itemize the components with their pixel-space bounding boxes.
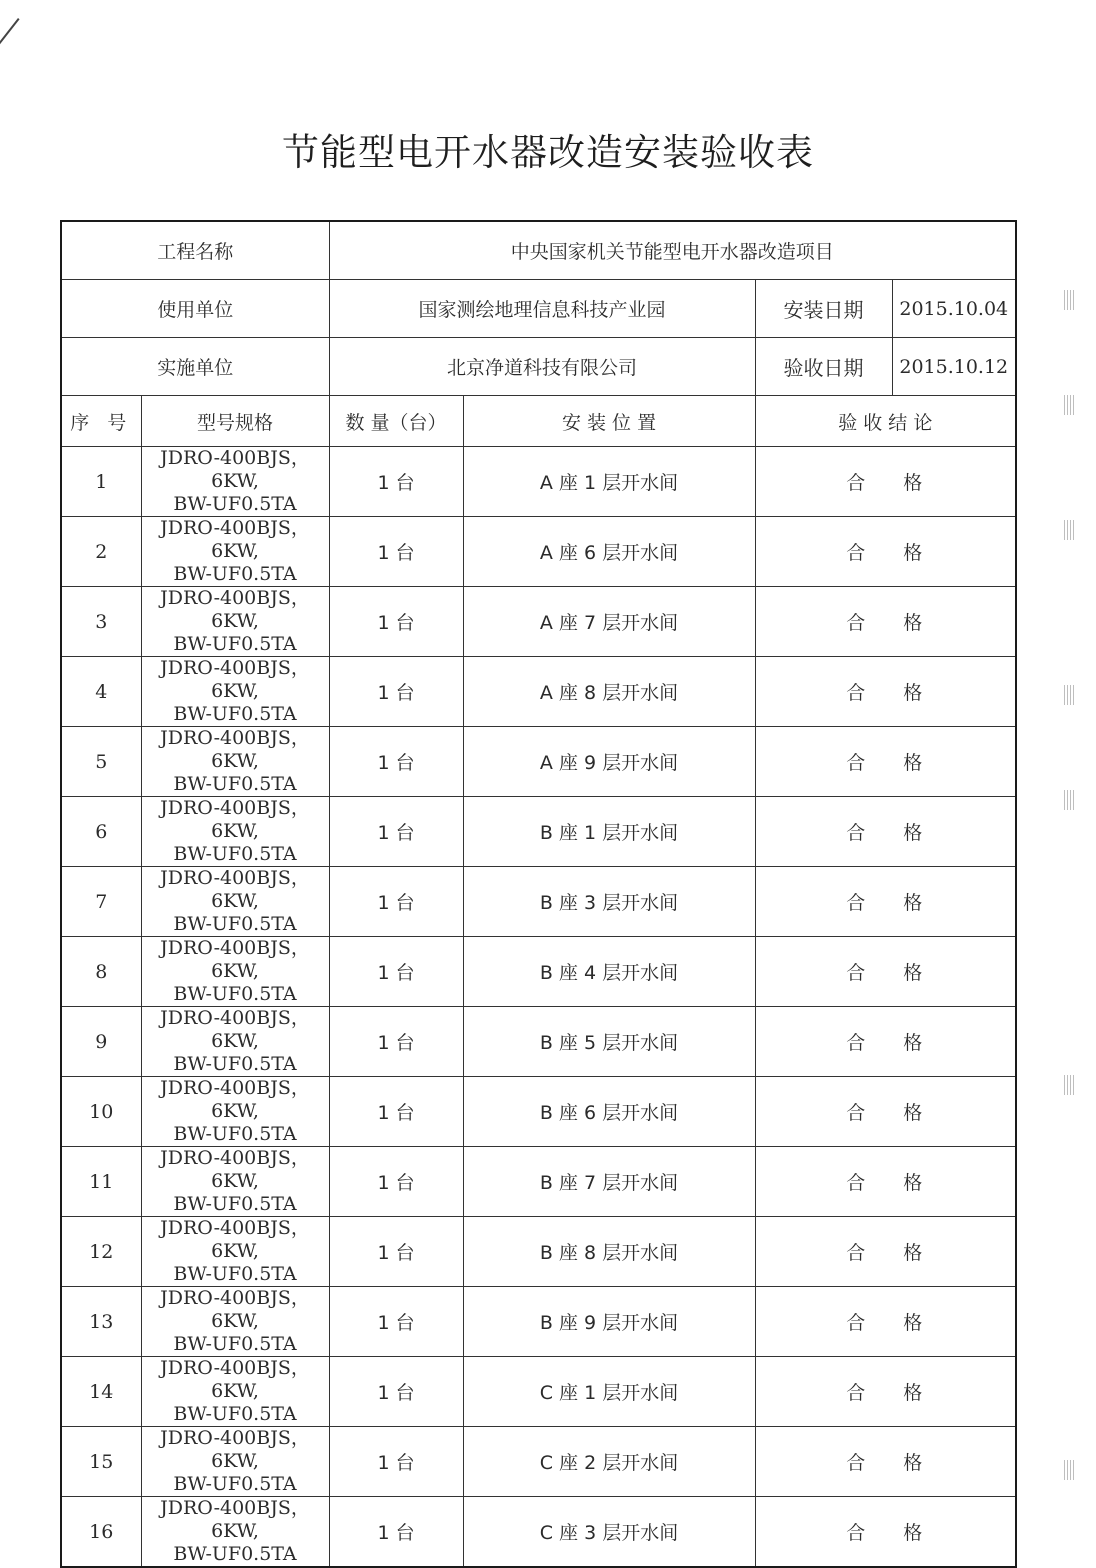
row-model xyxy=(141,447,329,517)
row-model-line2: BW-UF0.5TA xyxy=(173,1473,297,1495)
row-model-line1: JDRO-400BJS，6KW, xyxy=(160,1007,310,1052)
row-location: A 座 9 层开水间 xyxy=(463,727,755,797)
row-qty: 1 台 xyxy=(329,1217,463,1287)
contractor-row xyxy=(61,338,1016,396)
row-model-line1: JDRO-400BJS，6KW, xyxy=(160,517,310,562)
row-model-line2: BW-UF0.5TA xyxy=(173,1053,297,1075)
row-result: 合格 xyxy=(755,1287,1016,1357)
row-model-line2: BW-UF0.5TA xyxy=(173,1543,297,1565)
table-row xyxy=(61,587,1016,657)
row-location: C 座 2 层开水间 xyxy=(463,1427,755,1497)
row-model xyxy=(141,867,329,937)
row-qty: 1 台 xyxy=(329,447,463,517)
row-model-line1: JDRO-400BJS，6KW, xyxy=(160,1077,310,1122)
row-qty: 1 台 xyxy=(329,727,463,797)
row-model-line2: BW-UF0.5TA xyxy=(173,843,297,865)
table-row xyxy=(61,727,1016,797)
row-seq: 9 xyxy=(61,1007,141,1077)
row-result: 合格 xyxy=(755,1077,1016,1147)
row-location: B 座 8 层开水间 xyxy=(463,1217,755,1287)
row-seq: 14 xyxy=(61,1357,141,1427)
row-location: C 座 3 层开水间 xyxy=(463,1497,755,1568)
row-location: A 座 8 层开水间 xyxy=(463,657,755,727)
project-value: 中央国家机关节能型电开水器改造项目 xyxy=(329,221,1016,280)
row-model-line1: JDRO-400BJS，6KW, xyxy=(160,1357,310,1402)
row-model-line1: JDRO-400BJS，6KW, xyxy=(160,447,310,492)
row-location: B 座 5 层开水间 xyxy=(463,1007,755,1077)
row-location: A 座 6 层开水间 xyxy=(463,517,755,587)
row-model xyxy=(141,587,329,657)
row-model-line1: JDRO-400BJS，6KW, xyxy=(160,1287,310,1332)
row-qty: 1 台 xyxy=(329,867,463,937)
row-location: B 座 4 层开水间 xyxy=(463,937,755,1007)
table-row xyxy=(61,657,1016,727)
row-model xyxy=(141,1497,329,1568)
row-model-line1: JDRO-400BJS，6KW, xyxy=(160,587,310,632)
col-header-qty: 数 量（台） xyxy=(329,396,463,447)
row-seq: 4 xyxy=(61,657,141,727)
col-header-result: 验 收 结 论 xyxy=(755,396,1016,447)
row-model-line2: BW-UF0.5TA xyxy=(173,1403,297,1425)
row-seq: 15 xyxy=(61,1427,141,1497)
row-seq: 13 xyxy=(61,1287,141,1357)
table-row xyxy=(61,1427,1016,1497)
row-model-line2: BW-UF0.5TA xyxy=(173,703,297,725)
scan-edge-mark xyxy=(1064,290,1074,310)
row-model-line2: BW-UF0.5TA xyxy=(173,633,297,655)
row-qty: 1 台 xyxy=(329,1287,463,1357)
row-location: B 座 7 层开水间 xyxy=(463,1147,755,1217)
accept-date-value: 2015.10.12 xyxy=(899,355,1009,378)
row-result: 合格 xyxy=(755,1217,1016,1287)
row-qty: 1 台 xyxy=(329,517,463,587)
row-model-line1: JDRO-400BJS，6KW, xyxy=(160,1217,310,1262)
row-seq: 7 xyxy=(61,867,141,937)
table-row xyxy=(61,1497,1016,1568)
row-seq: 11 xyxy=(61,1147,141,1217)
row-result: 合格 xyxy=(755,447,1016,517)
row-location: B 座 6 层开水间 xyxy=(463,1077,755,1147)
table-row xyxy=(61,1007,1016,1077)
row-result: 合格 xyxy=(755,587,1016,657)
scan-edge-mark xyxy=(1064,520,1074,540)
row-model-line2: BW-UF0.5TA xyxy=(173,913,297,935)
row-model xyxy=(141,937,329,1007)
accept-date-label: 验收日期 xyxy=(756,338,893,395)
row-location: B 座 3 层开水间 xyxy=(463,867,755,937)
row-result: 合格 xyxy=(755,937,1016,1007)
row-location: B 座 1 层开水间 xyxy=(463,797,755,867)
row-model-line1: JDRO-400BJS，6KW, xyxy=(160,1427,310,1472)
row-qty: 1 台 xyxy=(329,587,463,657)
scan-edge-mark xyxy=(1064,1075,1074,1095)
row-qty: 1 台 xyxy=(329,1077,463,1147)
table-row xyxy=(61,797,1016,867)
page-title: 节能型电开水器改造安装验收表 xyxy=(282,131,814,174)
row-qty: 1 台 xyxy=(329,937,463,1007)
row-model xyxy=(141,797,329,867)
row-model-line1: JDRO-400BJS，6KW, xyxy=(160,1147,310,1192)
row-result: 合格 xyxy=(755,657,1016,727)
row-location: C 座 1 层开水间 xyxy=(463,1357,755,1427)
row-model xyxy=(141,657,329,727)
row-seq: 1 xyxy=(61,447,141,517)
scan-edge-mark xyxy=(1064,790,1074,810)
row-model-line1: JDRO-400BJS，6KW, xyxy=(160,867,310,912)
row-model-line2: BW-UF0.5TA xyxy=(173,563,297,585)
row-model xyxy=(141,1357,329,1427)
col-header-model: 型号规格 xyxy=(141,396,329,447)
row-model-line2: BW-UF0.5TA xyxy=(173,983,297,1005)
project-label: 工程名称 xyxy=(61,221,329,280)
row-location: A 座 1 层开水间 xyxy=(463,447,755,517)
scan-edge-mark xyxy=(1064,685,1074,705)
contractor-label: 实施单位 xyxy=(61,338,329,396)
row-model xyxy=(141,1007,329,1077)
row-result: 合格 xyxy=(755,1007,1016,1077)
row-model xyxy=(141,1077,329,1147)
install-date-label: 安装日期 xyxy=(756,280,893,337)
row-result: 合格 xyxy=(755,1497,1016,1568)
table-row xyxy=(61,517,1016,587)
row-result: 合格 xyxy=(755,1147,1016,1217)
table-row xyxy=(61,1357,1016,1427)
row-model-line1: JDRO-400BJS，6KW, xyxy=(160,797,310,842)
install-date-cell xyxy=(755,280,1016,338)
row-model-line2: BW-UF0.5TA xyxy=(173,1263,297,1285)
row-seq: 5 xyxy=(61,727,141,797)
row-seq: 10 xyxy=(61,1077,141,1147)
table-row xyxy=(61,1217,1016,1287)
staple-mark xyxy=(0,18,20,68)
row-model xyxy=(141,517,329,587)
row-seq: 16 xyxy=(61,1497,141,1568)
row-result: 合格 xyxy=(755,517,1016,587)
row-qty: 1 台 xyxy=(329,1357,463,1427)
scan-edge-mark xyxy=(1064,1460,1074,1480)
row-model xyxy=(141,1147,329,1217)
row-model-line1: JDRO-400BJS，6KW, xyxy=(160,1497,310,1542)
row-qty: 1 台 xyxy=(329,1427,463,1497)
row-qty: 1 台 xyxy=(329,1497,463,1568)
scan-edge-mark xyxy=(1064,395,1074,415)
user-value: 国家测绘地理信息科技产业园 xyxy=(329,280,755,338)
row-model xyxy=(141,1427,329,1497)
col-header-seq: 序 号 xyxy=(61,396,141,447)
column-header-row xyxy=(61,396,1016,447)
row-qty: 1 台 xyxy=(329,1147,463,1217)
accept-date-cell xyxy=(755,338,1016,396)
user-label: 使用单位 xyxy=(61,280,329,338)
row-seq: 12 xyxy=(61,1217,141,1287)
row-seq: 8 xyxy=(61,937,141,1007)
row-model-line2: BW-UF0.5TA xyxy=(173,1333,297,1355)
row-result: 合格 xyxy=(755,1357,1016,1427)
row-model xyxy=(141,727,329,797)
acceptance-table xyxy=(60,220,1017,1568)
col-header-location: 安 装 位 置 xyxy=(463,396,755,447)
row-qty: 1 台 xyxy=(329,657,463,727)
table-row xyxy=(61,867,1016,937)
row-model-line2: BW-UF0.5TA xyxy=(173,493,297,515)
table-row xyxy=(61,1287,1016,1357)
row-seq: 6 xyxy=(61,797,141,867)
table-row xyxy=(61,1077,1016,1147)
row-result: 合格 xyxy=(755,1427,1016,1497)
table-row xyxy=(61,937,1016,1007)
row-model-line1: JDRO-400BJS，6KW, xyxy=(160,727,310,772)
contractor-value: 北京净道科技有限公司 xyxy=(329,338,755,396)
project-row xyxy=(61,221,1016,280)
row-location: B 座 9 层开水间 xyxy=(463,1287,755,1357)
row-model-line2: BW-UF0.5TA xyxy=(173,773,297,795)
row-model-line2: BW-UF0.5TA xyxy=(173,1123,297,1145)
row-result: 合格 xyxy=(755,797,1016,867)
table-row xyxy=(61,1147,1016,1217)
row-model-line1: JDRO-400BJS，6KW, xyxy=(160,657,310,702)
row-seq: 3 xyxy=(61,587,141,657)
row-result: 合格 xyxy=(755,727,1016,797)
row-qty: 1 台 xyxy=(329,797,463,867)
row-model-line2: BW-UF0.5TA xyxy=(173,1193,297,1215)
row-result: 合格 xyxy=(755,867,1016,937)
row-model xyxy=(141,1287,329,1357)
user-row xyxy=(61,280,1016,338)
row-seq: 2 xyxy=(61,517,141,587)
row-model-line1: JDRO-400BJS，6KW, xyxy=(160,937,310,982)
row-qty: 1 台 xyxy=(329,1007,463,1077)
row-location: A 座 7 层开水间 xyxy=(463,587,755,657)
row-model xyxy=(141,1217,329,1287)
install-date-value: 2015.10.04 xyxy=(899,297,1009,320)
table-row xyxy=(61,447,1016,517)
